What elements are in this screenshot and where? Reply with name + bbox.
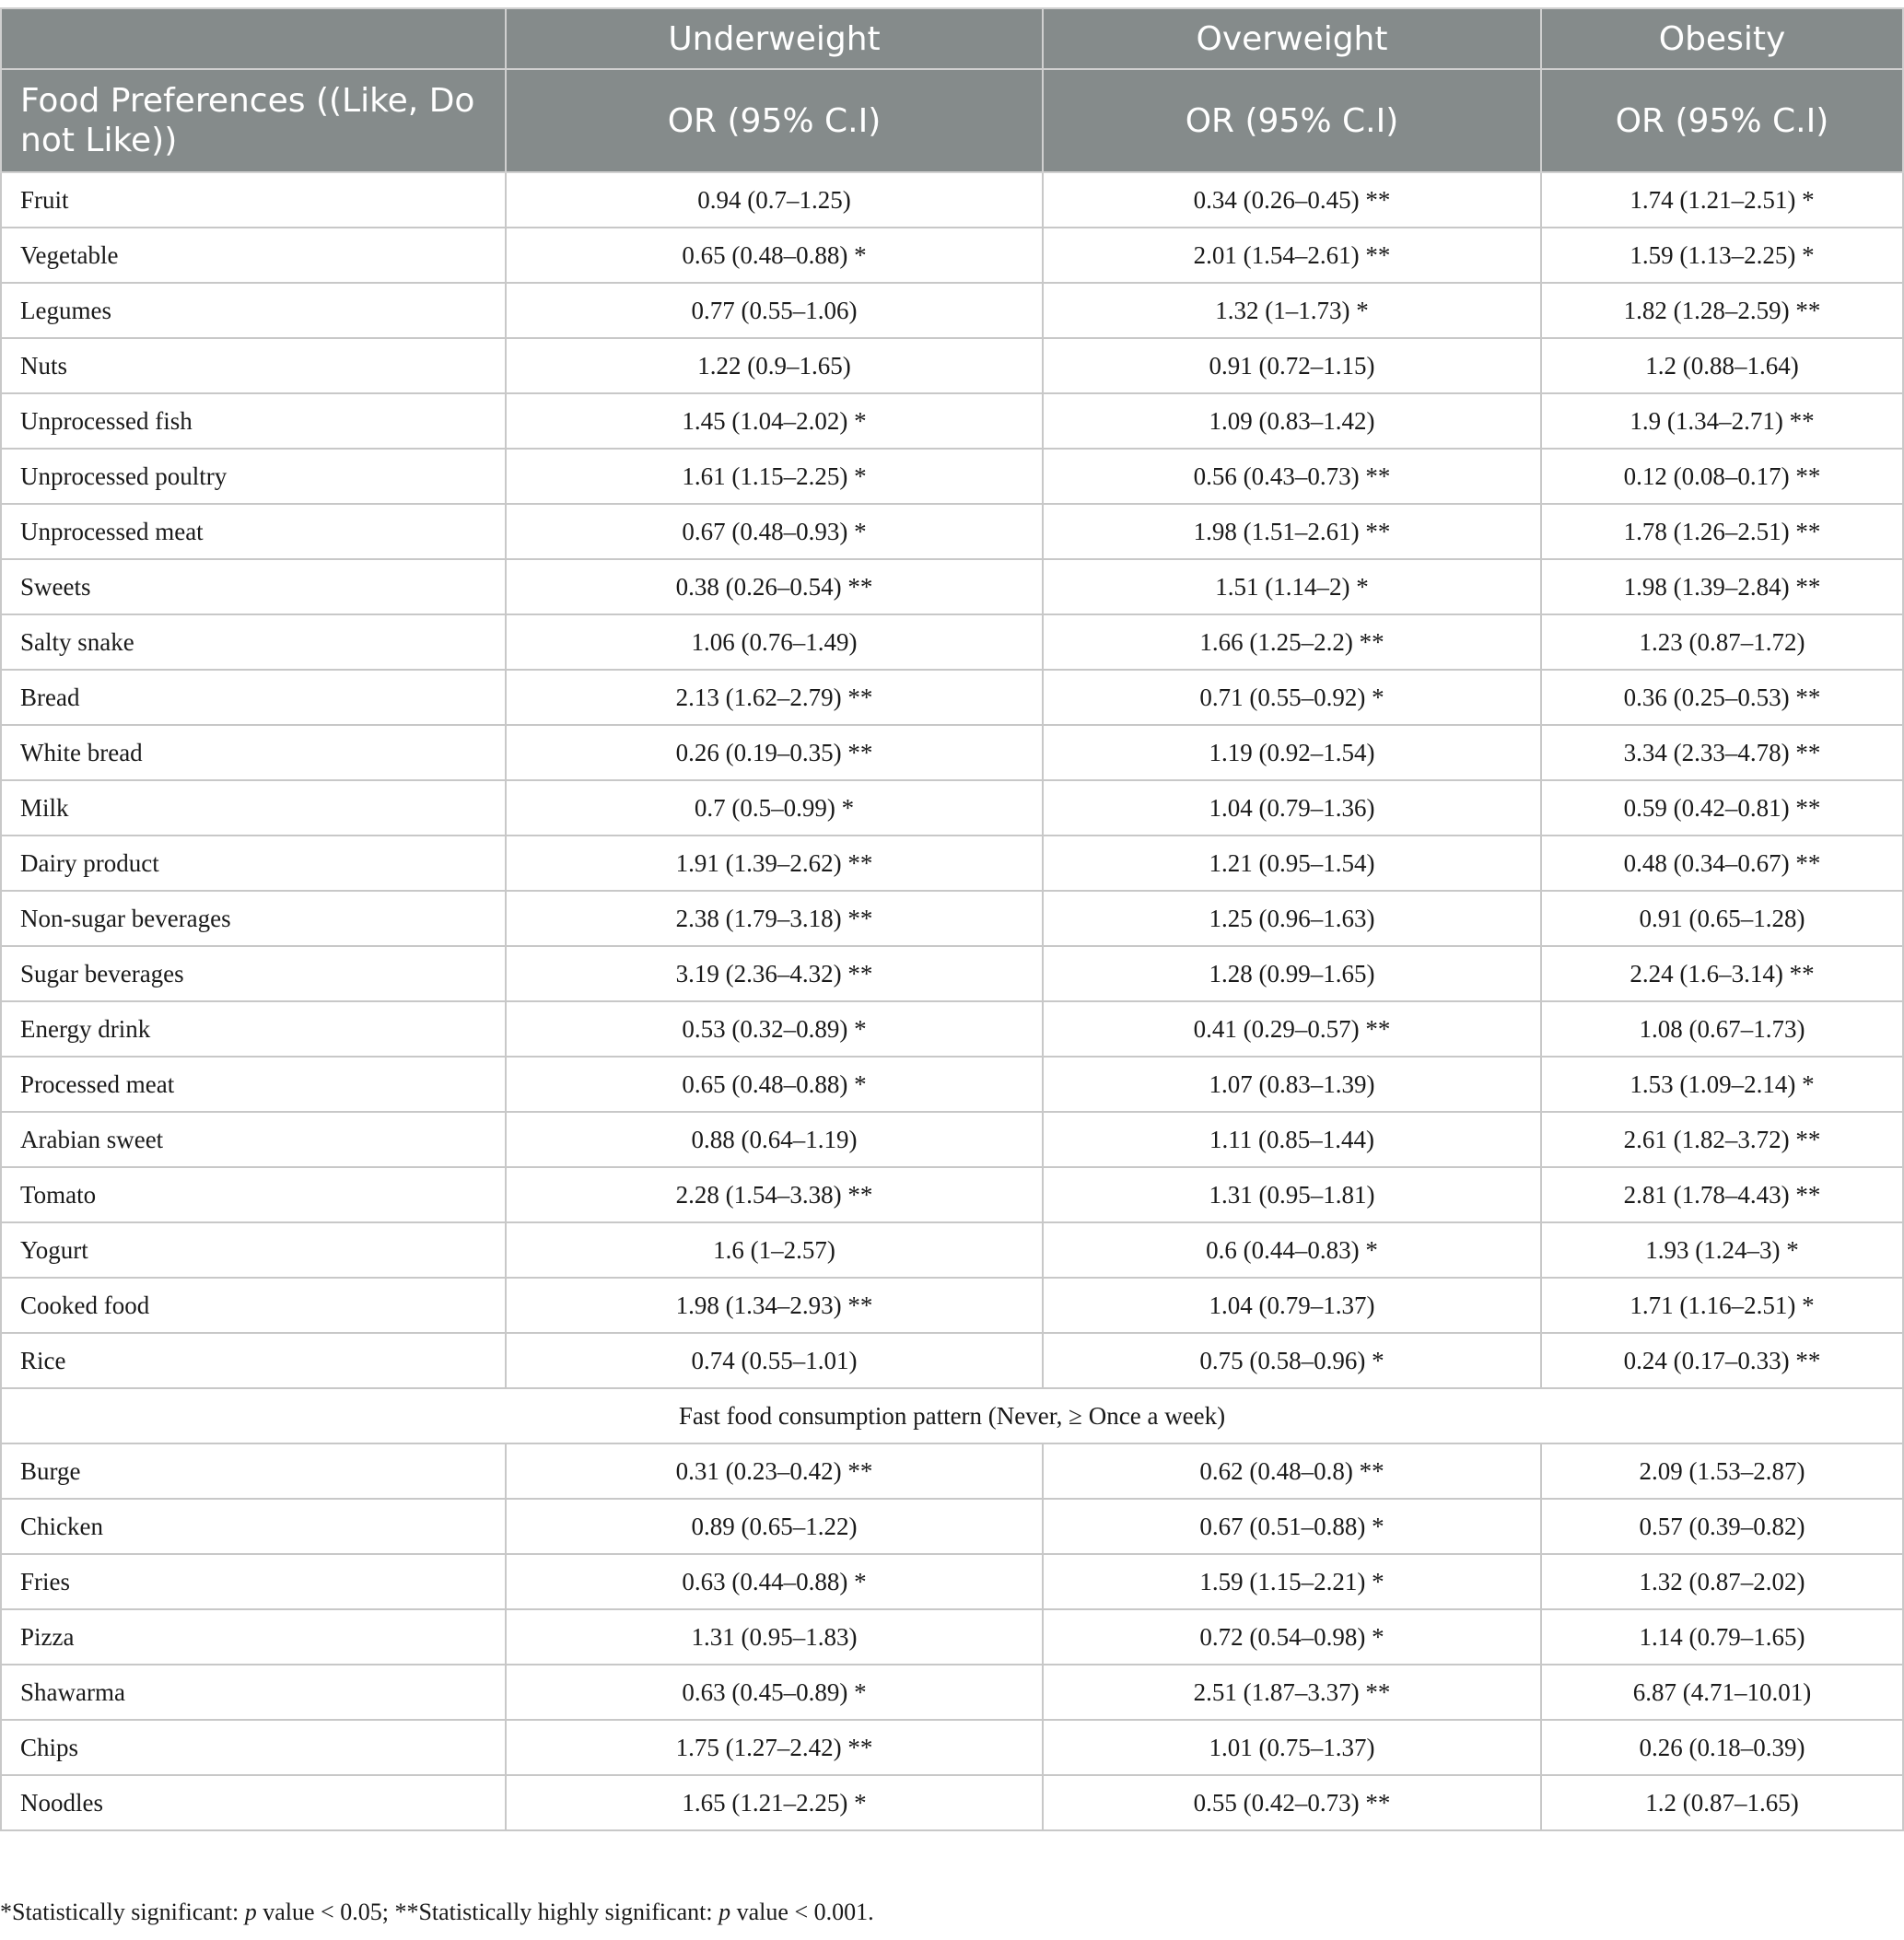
row-label: Rice bbox=[1, 1333, 506, 1388]
cell-obesity: 3.34 (2.33–4.78) ** bbox=[1541, 725, 1903, 780]
cell-underweight: 1.45 (1.04–2.02) * bbox=[506, 393, 1043, 449]
row-label: Burge bbox=[1, 1443, 506, 1499]
cell-obesity: 2.24 (1.6–3.14) ** bbox=[1541, 946, 1903, 1001]
table-row bbox=[1, 1222, 1903, 1278]
cell-overweight: 0.67 (0.51–0.88) * bbox=[1043, 1499, 1541, 1554]
table-row bbox=[1, 891, 1903, 946]
table-row bbox=[1, 1775, 1903, 1830]
table-row bbox=[1, 946, 1903, 1001]
table-row bbox=[1, 1554, 1903, 1609]
cell-underweight: 1.22 (0.9–1.65) bbox=[506, 338, 1043, 393]
cell-obesity: 0.91 (0.65–1.28) bbox=[1541, 891, 1903, 946]
cell-underweight: 0.63 (0.45–0.89) * bbox=[506, 1665, 1043, 1720]
cell-overweight: 0.71 (0.55–0.92) * bbox=[1043, 670, 1541, 725]
table-row bbox=[1, 1499, 1903, 1554]
cell-overweight: 0.41 (0.29–0.57) ** bbox=[1043, 1001, 1541, 1057]
cell-obesity: 1.78 (1.26–2.51) ** bbox=[1541, 504, 1903, 559]
cell-underweight: 0.88 (0.64–1.19) bbox=[506, 1112, 1043, 1167]
cell-overweight: 1.51 (1.14–2) * bbox=[1043, 559, 1541, 614]
cell-overweight: 1.19 (0.92–1.54) bbox=[1043, 725, 1541, 780]
row-label: Pizza bbox=[1, 1609, 506, 1665]
cell-obesity: 0.57 (0.39–0.82) bbox=[1541, 1499, 1903, 1554]
row-label: Unprocessed fish bbox=[1, 393, 506, 449]
cell-overweight: 1.59 (1.15–2.21) * bbox=[1043, 1554, 1541, 1609]
row-label: Fries bbox=[1, 1554, 506, 1609]
header-obesity: Obesity bbox=[1541, 8, 1903, 69]
cell-underweight: 0.38 (0.26–0.54) ** bbox=[506, 559, 1043, 614]
cell-obesity: 2.81 (1.78–4.43) ** bbox=[1541, 1167, 1903, 1222]
cell-overweight: 1.21 (0.95–1.54) bbox=[1043, 836, 1541, 891]
table-row bbox=[1, 780, 1903, 836]
table-header bbox=[1, 8, 1903, 172]
cell-underweight: 2.28 (1.54–3.38) ** bbox=[506, 1167, 1043, 1222]
cell-overweight: 0.56 (0.43–0.73) ** bbox=[1043, 449, 1541, 504]
table-row bbox=[1, 1609, 1903, 1665]
table-row bbox=[1, 228, 1903, 283]
cell-underweight: 0.26 (0.19–0.35) ** bbox=[506, 725, 1043, 780]
odds-ratio-table bbox=[0, 7, 1904, 1831]
row-label: Noodles bbox=[1, 1775, 506, 1830]
cell-underweight: 1.06 (0.76–1.49) bbox=[506, 614, 1043, 670]
table-row bbox=[1, 172, 1903, 228]
cell-obesity: 1.53 (1.09–2.14) * bbox=[1541, 1057, 1903, 1112]
table-row bbox=[1, 1665, 1903, 1720]
cell-underweight: 1.91 (1.39–2.62) ** bbox=[506, 836, 1043, 891]
cell-obesity: 0.59 (0.42–0.81) ** bbox=[1541, 780, 1903, 836]
cell-underweight: 0.7 (0.5–0.99) * bbox=[506, 780, 1043, 836]
cell-underweight: 1.6 (1–2.57) bbox=[506, 1222, 1043, 1278]
footnote-p-1: p bbox=[244, 1899, 257, 1925]
row-label: Legumes bbox=[1, 283, 506, 338]
results-table-container bbox=[0, 7, 1902, 1831]
table-row bbox=[1, 1057, 1903, 1112]
cell-underweight: 3.19 (2.36–4.32) ** bbox=[506, 946, 1043, 1001]
section-row-fast-food bbox=[1, 1388, 1903, 1443]
row-label: Milk bbox=[1, 780, 506, 836]
cell-obesity: 1.71 (1.16–2.51) * bbox=[1541, 1278, 1903, 1333]
row-label: Dairy product bbox=[1, 836, 506, 891]
cell-underweight: 2.13 (1.62–2.79) ** bbox=[506, 670, 1043, 725]
cell-underweight: 0.65 (0.48–0.88) * bbox=[506, 1057, 1043, 1112]
cell-underweight: 1.61 (1.15–2.25) * bbox=[506, 449, 1043, 504]
header-underweight: Underweight bbox=[506, 8, 1043, 69]
cell-overweight: 1.01 (0.75–1.37) bbox=[1043, 1720, 1541, 1775]
row-label: Chips bbox=[1, 1720, 506, 1775]
cell-obesity: 1.2 (0.88–1.64) bbox=[1541, 338, 1903, 393]
footnote-text-1: *Statistically significant: bbox=[0, 1899, 245, 1925]
cell-obesity: 1.82 (1.28–2.59) ** bbox=[1541, 283, 1903, 338]
header-food-preferences: Food Preferences ((Like, Do not Like)) bbox=[1, 69, 506, 172]
cell-obesity: 0.48 (0.34–0.67) ** bbox=[1541, 836, 1903, 891]
cell-overweight: 1.11 (0.85–1.44) bbox=[1043, 1112, 1541, 1167]
cell-obesity: 1.32 (0.87–2.02) bbox=[1541, 1554, 1903, 1609]
header-or-ci-obesity: OR (95% C.I) bbox=[1541, 69, 1903, 172]
table-row bbox=[1, 1720, 1903, 1775]
header-row-groups bbox=[1, 8, 1903, 69]
cell-overweight: 1.04 (0.79–1.36) bbox=[1043, 780, 1541, 836]
row-label: Salty snake bbox=[1, 614, 506, 670]
cell-underweight: 0.31 (0.23–0.42) ** bbox=[506, 1443, 1043, 1499]
table-row bbox=[1, 1333, 1903, 1388]
cell-overweight: 0.72 (0.54–0.98) * bbox=[1043, 1609, 1541, 1665]
cell-underweight: 0.67 (0.48–0.93) * bbox=[506, 504, 1043, 559]
table-row bbox=[1, 836, 1903, 891]
footnote-text-3: value < 0.001. bbox=[730, 1899, 874, 1925]
cell-underweight: 0.63 (0.44–0.88) * bbox=[506, 1554, 1043, 1609]
table-row bbox=[1, 338, 1903, 393]
cell-overweight: 1.66 (1.25–2.2) ** bbox=[1043, 614, 1541, 670]
cell-overweight: 1.09 (0.83–1.42) bbox=[1043, 393, 1541, 449]
cell-underweight: 1.31 (0.95–1.83) bbox=[506, 1609, 1043, 1665]
row-label: Non-sugar beverages bbox=[1, 891, 506, 946]
row-label: Yogurt bbox=[1, 1222, 506, 1278]
row-label: Bread bbox=[1, 670, 506, 725]
cell-overweight: 1.28 (0.99–1.65) bbox=[1043, 946, 1541, 1001]
header-overweight: Overweight bbox=[1043, 8, 1541, 69]
cell-obesity: 2.61 (1.82–3.72) ** bbox=[1541, 1112, 1903, 1167]
row-label: Fruit bbox=[1, 172, 506, 228]
cell-underweight: 1.75 (1.27–2.42) ** bbox=[506, 1720, 1043, 1775]
table-row bbox=[1, 1167, 1903, 1222]
cell-obesity: 1.93 (1.24–3) * bbox=[1541, 1222, 1903, 1278]
table-row bbox=[1, 393, 1903, 449]
table-row bbox=[1, 559, 1903, 614]
table-row bbox=[1, 614, 1903, 670]
footnote-text-2: value < 0.05; **Statistically highly significant: bbox=[256, 1899, 719, 1925]
row-label: Energy drink bbox=[1, 1001, 506, 1057]
cell-underweight: 0.94 (0.7–1.25) bbox=[506, 172, 1043, 228]
row-label: Tomato bbox=[1, 1167, 506, 1222]
cell-underweight: 0.74 (0.55–1.01) bbox=[506, 1333, 1043, 1388]
table-footnote bbox=[0, 1899, 874, 1926]
cell-obesity: 0.36 (0.25–0.53) ** bbox=[1541, 670, 1903, 725]
cell-obesity: 2.09 (1.53–2.87) bbox=[1541, 1443, 1903, 1499]
table-row bbox=[1, 1001, 1903, 1057]
section-label: Fast food consumption pattern (Never, ≥ Once a week) bbox=[1, 1388, 1903, 1443]
cell-underweight: 0.53 (0.32–0.89) * bbox=[506, 1001, 1043, 1057]
cell-obesity: 0.12 (0.08–0.17) ** bbox=[1541, 449, 1903, 504]
header-row-sub bbox=[1, 69, 1903, 172]
table-row bbox=[1, 504, 1903, 559]
table-row bbox=[1, 1112, 1903, 1167]
table-row bbox=[1, 283, 1903, 338]
table-row bbox=[1, 1443, 1903, 1499]
cell-overweight: 1.31 (0.95–1.81) bbox=[1043, 1167, 1541, 1222]
cell-obesity: 1.2 (0.87–1.65) bbox=[1541, 1775, 1903, 1830]
row-label: Unprocessed poultry bbox=[1, 449, 506, 504]
row-label: Nuts bbox=[1, 338, 506, 393]
cell-obesity: 1.59 (1.13–2.25) * bbox=[1541, 228, 1903, 283]
cell-underweight: 0.89 (0.65–1.22) bbox=[506, 1499, 1043, 1554]
cell-overweight: 1.04 (0.79–1.37) bbox=[1043, 1278, 1541, 1333]
cell-obesity: 1.08 (0.67–1.73) bbox=[1541, 1001, 1903, 1057]
header-blank-cell bbox=[1, 8, 506, 69]
cell-overweight: 1.25 (0.96–1.63) bbox=[1043, 891, 1541, 946]
row-label: Sugar beverages bbox=[1, 946, 506, 1001]
cell-overweight: 1.32 (1–1.73) * bbox=[1043, 283, 1541, 338]
cell-obesity: 1.74 (1.21–2.51) * bbox=[1541, 172, 1903, 228]
table-row bbox=[1, 725, 1903, 780]
row-label: Vegetable bbox=[1, 228, 506, 283]
cell-overweight: 1.98 (1.51–2.61) ** bbox=[1043, 504, 1541, 559]
header-or-ci-overweight: OR (95% C.I) bbox=[1043, 69, 1541, 172]
cell-overweight: 0.6 (0.44–0.83) * bbox=[1043, 1222, 1541, 1278]
header-or-ci-underweight: OR (95% C.I) bbox=[506, 69, 1043, 172]
cell-underweight: 1.98 (1.34–2.93) ** bbox=[506, 1278, 1043, 1333]
row-label: Sweets bbox=[1, 559, 506, 614]
row-label: Chicken bbox=[1, 1499, 506, 1554]
row-label: Cooked food bbox=[1, 1278, 506, 1333]
row-label: Arabian sweet bbox=[1, 1112, 506, 1167]
footnote-p-2: p bbox=[718, 1899, 731, 1925]
cell-overweight: 1.07 (0.83–1.39) bbox=[1043, 1057, 1541, 1112]
row-label: Shawarma bbox=[1, 1665, 506, 1720]
cell-underweight: 2.38 (1.79–3.18) ** bbox=[506, 891, 1043, 946]
table-row bbox=[1, 449, 1903, 504]
cell-obesity: 1.98 (1.39–2.84) ** bbox=[1541, 559, 1903, 614]
cell-overweight: 0.62 (0.48–0.8) ** bbox=[1043, 1443, 1541, 1499]
row-label: Unprocessed meat bbox=[1, 504, 506, 559]
cell-obesity: 1.9 (1.34–2.71) ** bbox=[1541, 393, 1903, 449]
cell-underweight: 0.77 (0.55–1.06) bbox=[506, 283, 1043, 338]
cell-underweight: 1.65 (1.21–2.25) * bbox=[506, 1775, 1043, 1830]
table-row bbox=[1, 670, 1903, 725]
cell-overweight: 0.75 (0.58–0.96) * bbox=[1043, 1333, 1541, 1388]
cell-overweight: 0.91 (0.72–1.15) bbox=[1043, 338, 1541, 393]
cell-obesity: 1.14 (0.79–1.65) bbox=[1541, 1609, 1903, 1665]
cell-overweight: 0.34 (0.26–0.45) ** bbox=[1043, 172, 1541, 228]
row-label: Processed meat bbox=[1, 1057, 506, 1112]
cell-overweight: 2.51 (1.87–3.37) ** bbox=[1043, 1665, 1541, 1720]
cell-overweight: 0.55 (0.42–0.73) ** bbox=[1043, 1775, 1541, 1830]
cell-overweight: 2.01 (1.54–2.61) ** bbox=[1043, 228, 1541, 283]
cell-obesity: 1.23 (0.87–1.72) bbox=[1541, 614, 1903, 670]
row-label: White bread bbox=[1, 725, 506, 780]
table-body bbox=[1, 172, 1903, 1830]
cell-obesity: 0.24 (0.17–0.33) ** bbox=[1541, 1333, 1903, 1388]
cell-underweight: 0.65 (0.48–0.88) * bbox=[506, 228, 1043, 283]
cell-obesity: 6.87 (4.71–10.01) bbox=[1541, 1665, 1903, 1720]
table-row bbox=[1, 1278, 1903, 1333]
cell-obesity: 0.26 (0.18–0.39) bbox=[1541, 1720, 1903, 1775]
